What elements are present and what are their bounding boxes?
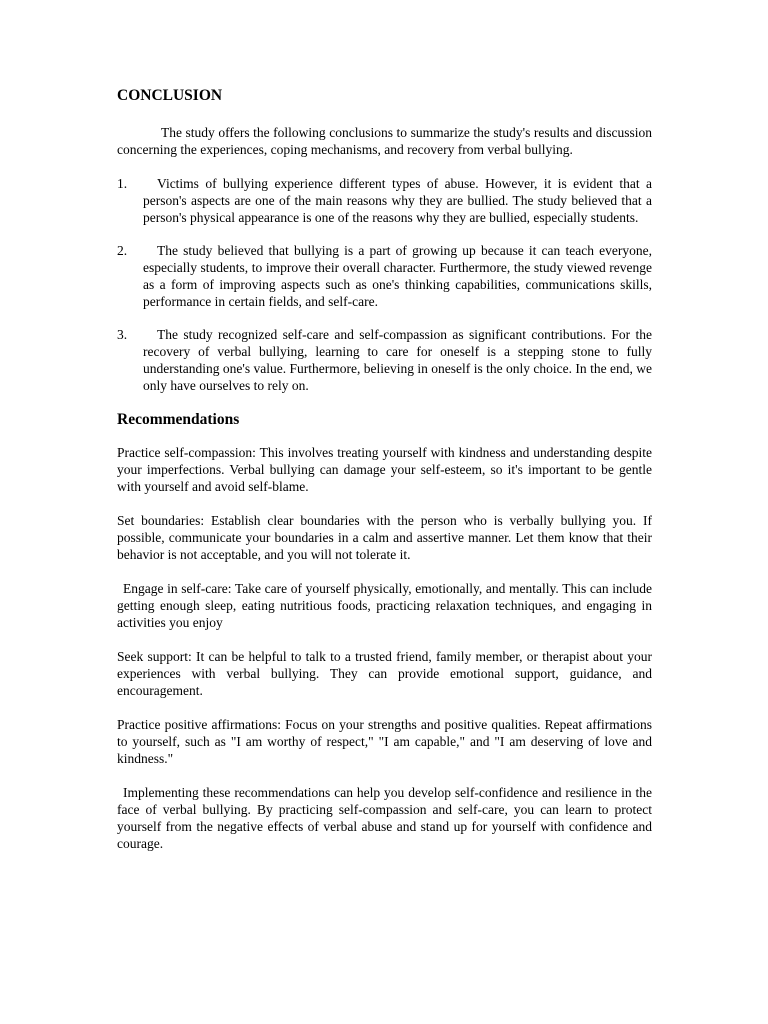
list-item-number: 1.	[117, 176, 128, 191]
list-item-text: Victims of bullying experience different types of abuse. However, it is evident that a person's aspects are one of the main reasons why they are bullied. The study believed that a person's physical appearance is one of the reasons why they are bullied, especially students.	[143, 176, 652, 225]
conclusion-list-item	[117, 175, 652, 226]
conclusion-intro-paragraph: The study offers the following conclusions to summarize the study's results and discussion concerning the experiences, coping mechanisms, and recovery from verbal bullying.	[117, 125, 652, 157]
recommendation-paragraph: Engage in self-care: Take care of yourself physically, emotionally, and mentally. This can include getting enough sleep, eating nutritious foods, practicing relaxation techniques, and engaging in activities you enjoy	[117, 581, 652, 630]
list-item-number: 3.	[117, 327, 128, 342]
conclusion-heading: CONCLUSION	[117, 87, 223, 104]
list-item-number: 2.	[117, 243, 128, 258]
closing-paragraph: Implementing these recommendations can help you develop self-confidence and resilience in the face of verbal bullying. By practicing self-compassion and self-care, you can learn to protect yourself from the negative effects of verbal abuse and stand up for yourself with confidence and courage.	[117, 785, 652, 851]
document-page	[117, 86, 652, 869]
list-item-text: The study believed that bullying is a part of growing up because it can teach everyone, especially students, to improve their overall character. Furthermore, the study viewed revenge as a form of improving aspects such as one's thinking capabilities, communications skills, performance in certain fields, and self-care.	[143, 243, 652, 309]
conclusion-list-item	[117, 326, 652, 394]
conclusion-list	[117, 175, 652, 394]
recommendation-paragraph: Practice positive affirmations: Focus on your strengths and positive qualities. Repeat affirmations to yourself, such as "I am worthy of respect," "I am capable," and "I am deserving of love and kindness."	[117, 717, 652, 766]
recommendation-paragraph: Practice self-compassion: This involves treating yourself with kindness and understanding despite your imperfections. Verbal bullying can damage your self-esteem, so it's important to be gentle with yourself and avoid self-blame.	[117, 445, 652, 494]
list-item-text: The study recognized self-care and self-compassion as significant contributions. For the recovery of verbal bullying, learning to care for oneself is a stepping stone to fully understanding one's value. Furthermore, believing in oneself is the only choice. In the end, we only have ourselves to rely on.	[143, 327, 652, 393]
conclusion-list-item	[117, 242, 652, 310]
recommendation-paragraph: Seek support: It can be helpful to talk to a trusted friend, family member, or therapist about your experiences with verbal bullying. They can provide emotional support, guidance, and encouragement.	[117, 649, 652, 698]
recommendation-paragraph: Set boundaries: Establish clear boundaries with the person who is verbally bullying you. If possible, communicate your boundaries in a calm and assertive manner. Let them know that their behavior is not acceptable, and you will not tolerate it.	[117, 513, 652, 562]
recommendations-heading: Recommendations	[117, 411, 240, 428]
